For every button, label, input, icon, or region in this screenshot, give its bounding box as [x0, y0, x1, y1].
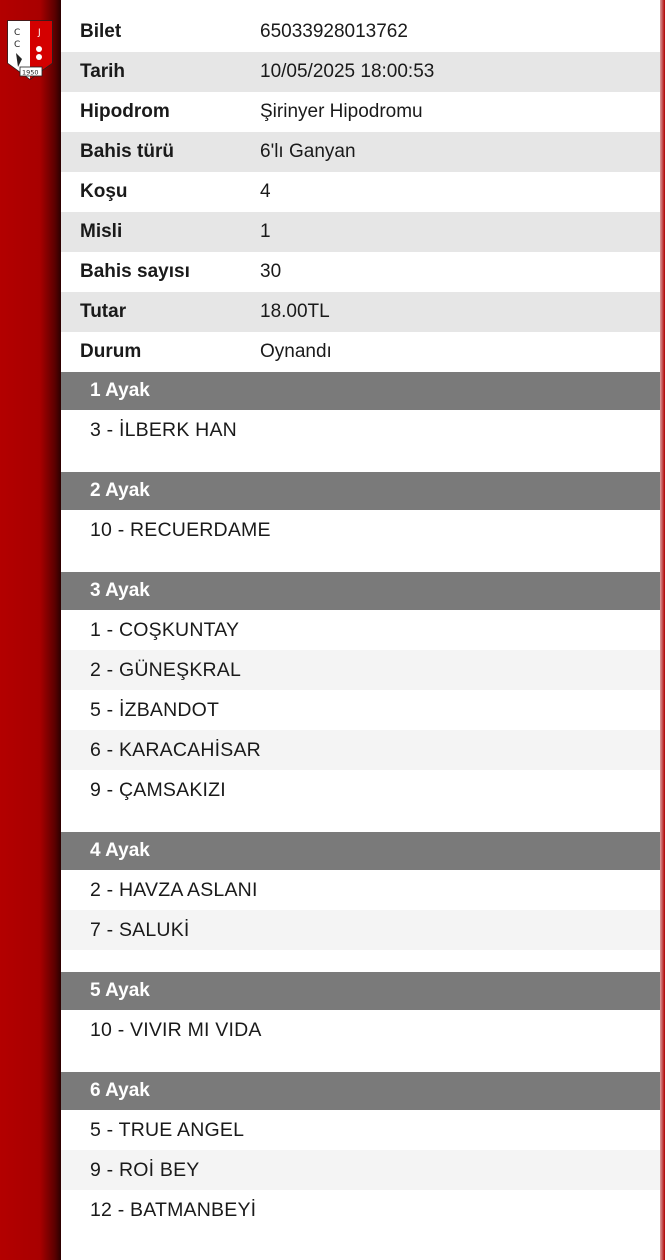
ticket-row-label: Tarih	[80, 61, 126, 82]
ticket-row-value: 10/05/2025 18:00:53	[260, 61, 435, 82]
legs-list	[61, 372, 660, 1252]
horse-row: 5 - İZBANDOT	[90, 698, 220, 721]
leg-header: 1 Ayak	[61, 372, 660, 410]
ticket-row	[61, 0, 660, 52]
ticket-row-label: Bahis türü	[80, 141, 174, 162]
jockey-club-crest-icon	[6, 19, 54, 81]
horse-row: 6 - KARACAHİSAR	[61, 730, 660, 770]
leg-spacer	[61, 1230, 660, 1252]
leg-spacer	[61, 810, 660, 832]
ticket-row	[61, 52, 660, 92]
ticket-row	[61, 292, 660, 332]
logo-year: 1950	[22, 68, 39, 77]
leg-spacer	[61, 450, 660, 472]
horse-row: 10 - VIVIR MI VIDA	[90, 1018, 262, 1041]
horse-row: 1 - COŞKUNTAY	[90, 618, 240, 641]
ticket-row-label: Durum	[80, 341, 142, 362]
horse-row: 2 - HAVZA ASLANI	[90, 878, 258, 901]
ticket-row-value: Şirinyer Hipodromu	[260, 101, 423, 122]
horse-row: 9 - ÇAMSAKIZI	[90, 778, 226, 801]
sidebar	[0, 0, 61, 1260]
leg-header: 6 Ayak	[61, 1072, 660, 1110]
ticket-row-label: Tutar	[80, 301, 127, 322]
ticket-row-value: 18.00TL	[260, 301, 330, 322]
ticket-row-value: 65033928013762	[260, 21, 408, 42]
leg-header: 2 Ayak	[61, 472, 660, 510]
ticket-row-value: 30	[260, 261, 282, 282]
ticket-row	[61, 92, 660, 132]
ticket-row-label: Hipodrom	[80, 101, 170, 122]
ticket-row-value: 4	[260, 181, 271, 202]
leg-header: 4 Ayak	[61, 832, 660, 870]
ticket-row-label: Bilet	[80, 21, 122, 42]
svg-text:C: C	[14, 40, 21, 50]
horse-row: 9 - ROİ BEY	[61, 1150, 660, 1190]
right-edge	[660, 0, 665, 1260]
ticket-info-table	[61, 0, 660, 372]
ticket-row-value: Oynandı	[260, 341, 332, 362]
horse-row: 7 - SALUKİ	[61, 910, 660, 950]
leg-spacer	[61, 1050, 660, 1072]
leg-spacer	[61, 550, 660, 572]
svg-text:C: C	[14, 28, 21, 38]
ticket-row	[61, 132, 660, 172]
ticket-content	[61, 0, 660, 1252]
horse-row: 12 - BATMANBEYİ	[90, 1198, 257, 1221]
horse-row: 3 - İLBERK HAN	[90, 418, 237, 441]
leg-header: 5 Ayak	[61, 972, 660, 1010]
ticket-row	[61, 252, 660, 292]
horse-row: 2 - GÜNEŞKRAL	[61, 650, 660, 690]
leg-header: 3 Ayak	[61, 572, 660, 610]
ticket-row	[61, 212, 660, 252]
ticket-row-label: Misli	[80, 221, 123, 242]
ticket-row-value: 1	[260, 221, 271, 242]
ticket-row	[61, 172, 660, 212]
ticket-row-label: Bahis sayısı	[80, 261, 190, 282]
ticket-row-value: 6'lı Ganyan	[260, 141, 356, 162]
ticket-row-label: Koşu	[80, 181, 128, 202]
svg-text:J: J	[38, 28, 41, 38]
horse-row: 5 - TRUE ANGEL	[90, 1118, 245, 1141]
leg-spacer	[61, 950, 660, 972]
ticket-row	[61, 332, 660, 372]
horse-row: 10 - RECUERDAME	[90, 518, 271, 541]
